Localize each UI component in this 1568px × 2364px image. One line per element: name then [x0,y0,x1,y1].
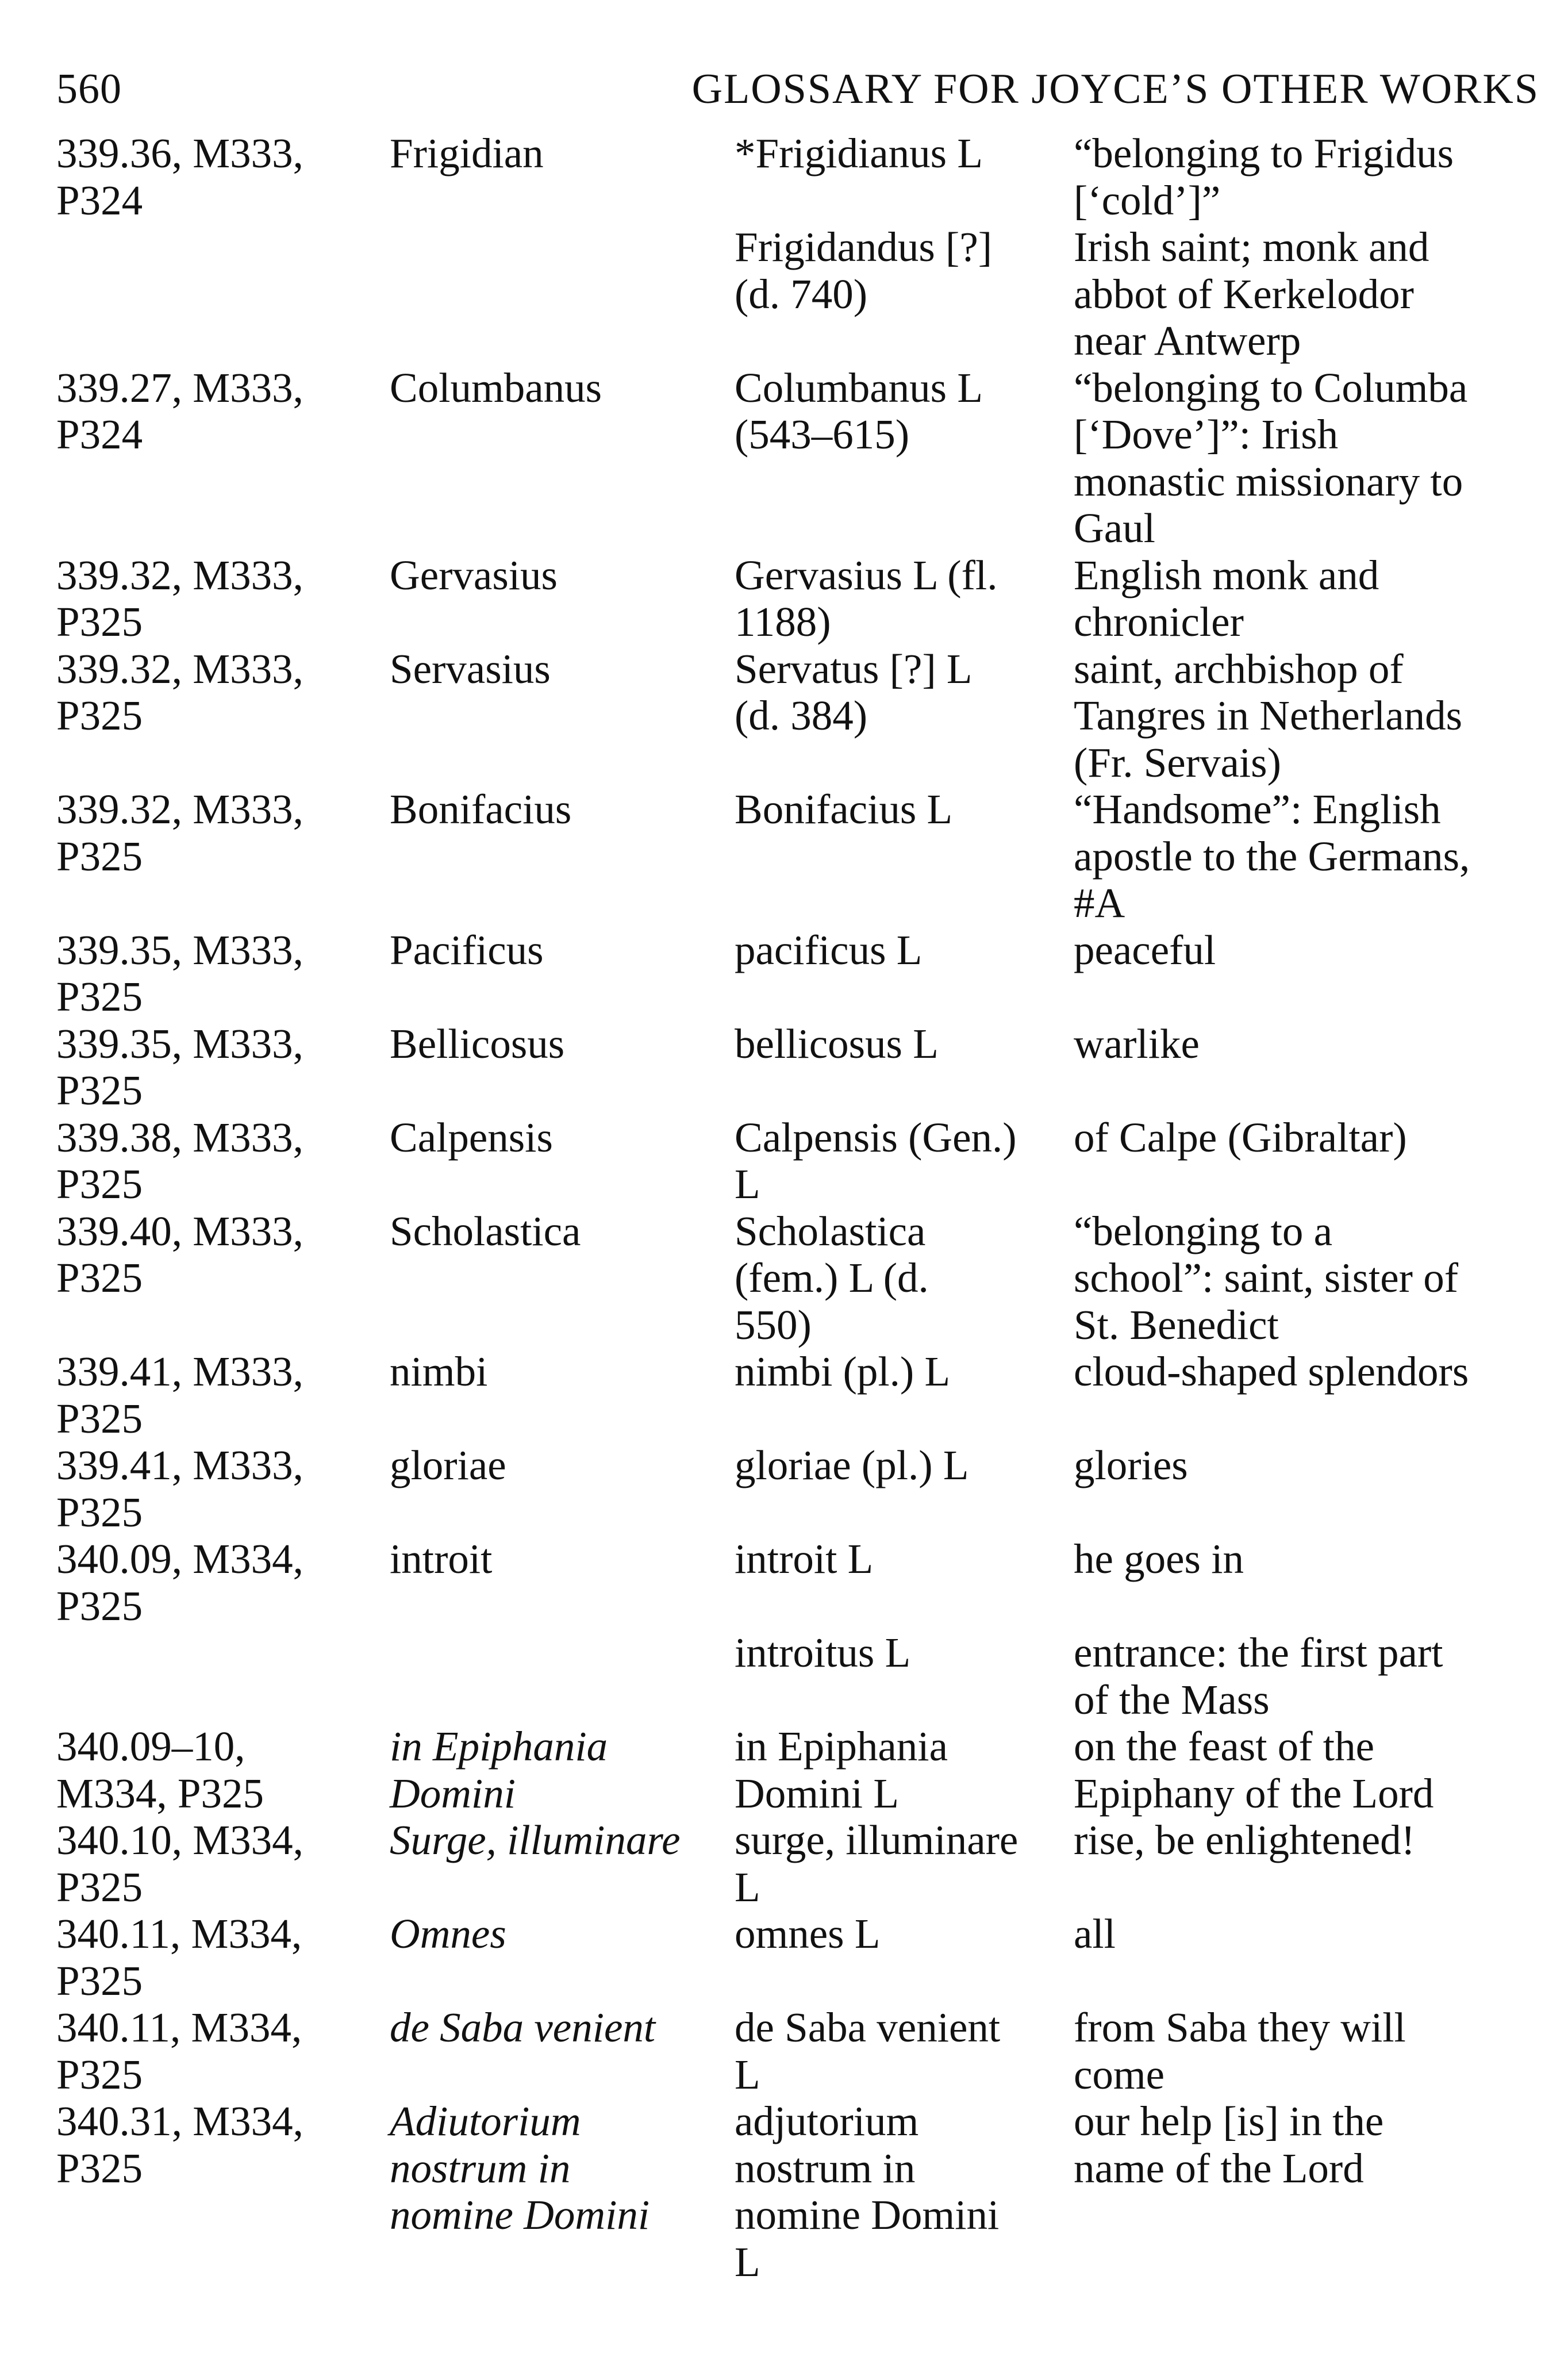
headword-cell: introit [390,1536,493,1582]
glossary-row [56,1629,1539,1723]
source-cell: de Saba venient L [735,2004,1001,2098]
headword-cell: gloriae [390,1442,506,1488]
source-cell: Servatus [?] L (d. 384) [735,645,973,739]
source-cell: bellicosus L [735,1020,939,1067]
headword-cell: Adiutorium nostrum in nomine Domini [390,2098,650,2238]
reference-cell: 340.09, M334, P325 [56,1536,303,1629]
source-cell: introit L [735,1536,874,1582]
reference-cell: 339.32, M333, P325 [56,645,303,739]
gloss-cell: peaceful [1074,926,1216,973]
reference-cell: 339.32, M333, P325 [56,551,303,645]
reference-cell: 339.35, M333, P325 [56,1020,303,1114]
headword-cell: Pacificus [390,926,544,973]
headword-cell: Calpensis [390,1114,553,1161]
glossary-row [56,1208,1539,1349]
source-cell: Scholastica (fem.) L (d. 550) [735,1207,929,1348]
glossary-row [56,2004,1539,2098]
glossary-row [56,1910,1539,2004]
source-cell: Frigidandus [?] (d. 740) [735,224,993,317]
source-cell: Columbanus L (543–615) [735,364,983,458]
gloss-cell: “belonging to a school”: saint, sister of St. Benedict [1074,1207,1459,1348]
glossary-row [56,130,1539,224]
gloss-cell: warlike [1074,1020,1200,1067]
glossary-row [56,1348,1539,1442]
headword-cell: Frigidian [390,130,544,176]
headword-cell: de Saba venient [390,2004,656,2051]
glossary-row [56,1536,1539,1629]
reference-cell: 340.10, M334, P325 [56,1817,303,1910]
source-cell: surge, illuminare L [735,1817,1019,1910]
reference-cell: 339.32, M333, P325 [56,786,303,880]
reference-cell: 339.27, M333, P324 [56,364,303,458]
page-header [56,63,1539,115]
reference-cell [56,1629,390,1723]
glossary-row [56,1442,1539,1536]
gloss-cell: entrance: the first part of the Mass [1074,1629,1443,1723]
headword-cell: Bonifacius [390,786,572,832]
source-cell: *Frigidianus L [735,130,983,176]
source-cell: Gervasius L (fl. 1188) [735,551,998,645]
headword-cell: Scholastica [390,1207,581,1254]
glossary-row [56,224,1539,364]
headword-cell: Omnes [390,1910,506,1957]
glossary-row [56,1817,1539,1910]
reference-cell: 339.38, M333, P325 [56,1114,303,1207]
gloss-cell: of Calpe (Gibraltar) [1074,1114,1407,1161]
glossary-row [56,2098,1539,2285]
gloss-cell: from Saba they will come [1074,2004,1406,2098]
headword-cell: Servasius [390,645,551,692]
gloss-cell: English monk and chronicler [1074,551,1379,645]
headword-cell: Bellicosus [390,1020,565,1067]
gloss-cell: “Handsome”: English apostle to the Germans, #A [1074,786,1470,926]
reference-cell: 339.41, M333, P325 [56,1348,303,1442]
glossary-row [56,552,1539,646]
source-cell: Bonifacius L [735,786,953,832]
headword-cell: Columbanus [390,364,602,411]
headword-cell: Surge, illuminare [390,1817,681,1863]
glossary-row [56,646,1539,786]
glossary-row [56,927,1539,1020]
gloss-cell: cloud-shaped splendors [1074,1348,1469,1395]
gloss-cell: all [1074,1910,1116,1957]
reference-cell: 339.40, M333, P325 [56,1207,303,1301]
gloss-cell: Irish saint; monk and abbot of Kerkelodor near Antwerp [1074,224,1429,364]
glossary-row [56,786,1539,927]
reference-cell: 340.09–10, M334, P325 [56,1723,264,1817]
glossary-table [56,130,1539,2285]
glossary-row [56,1723,1539,1817]
gloss-cell: saint, archbishop of Tangres in Netherlands (Fr. Servais) [1074,645,1462,786]
reference-cell [56,224,390,364]
reference-cell: 339.35, M333, P325 [56,926,303,1020]
reference-cell: 340.11, M334, P325 [56,2004,302,2098]
gloss-cell: glories [1074,1442,1188,1488]
reference-cell: 340.31, M334, P325 [56,2098,303,2192]
gloss-cell: “belonging to Frigidus [‘cold’]” [1074,130,1454,224]
source-cell: in Epiphania Domini L [735,1723,948,1817]
source-cell: omnes L [735,1910,881,1957]
running-title: GLOSSARY FOR JOYCE’S OTHER WORKS [691,66,1539,113]
headword-cell: nimbi [390,1348,488,1395]
source-cell: pacificus L [735,926,923,973]
gloss-cell: “belonging to Columba [‘Dove’]”: Irish monastic missionary to Gaul [1074,364,1468,551]
source-cell: adjutorium nostrum in nomine Domini L [735,2098,1000,2285]
gloss-cell: rise, be enlightened! [1074,1817,1415,1863]
glossary-page [56,63,1539,2285]
page-number: 560 [56,66,122,113]
glossary-row [56,364,1539,552]
headword-cell: Gervasius [390,551,558,598]
source-cell: gloriae (pl.) L [735,1442,969,1488]
reference-cell: 340.11, M334, P325 [56,1910,302,2004]
glossary-row [56,1020,1539,1114]
glossary-row [56,1114,1539,1208]
gloss-cell: on the feast of the Epiphany of the Lord [1074,1723,1434,1817]
source-cell: Calpensis (Gen.) L [735,1114,1017,1207]
source-cell: nimbi (pl.) L [735,1348,951,1395]
gloss-cell: our help [is] in the name of the Lord [1074,2098,1384,2192]
reference-cell: 339.41, M333, P325 [56,1442,303,1536]
headword-cell [390,1629,735,1723]
reference-cell: 339.36, M333, P324 [56,130,303,224]
gloss-cell: he goes in [1074,1536,1244,1582]
headword-cell [390,224,735,364]
headword-cell: in Epiphania Domini [390,1723,608,1817]
source-cell: introitus L [735,1629,911,1676]
